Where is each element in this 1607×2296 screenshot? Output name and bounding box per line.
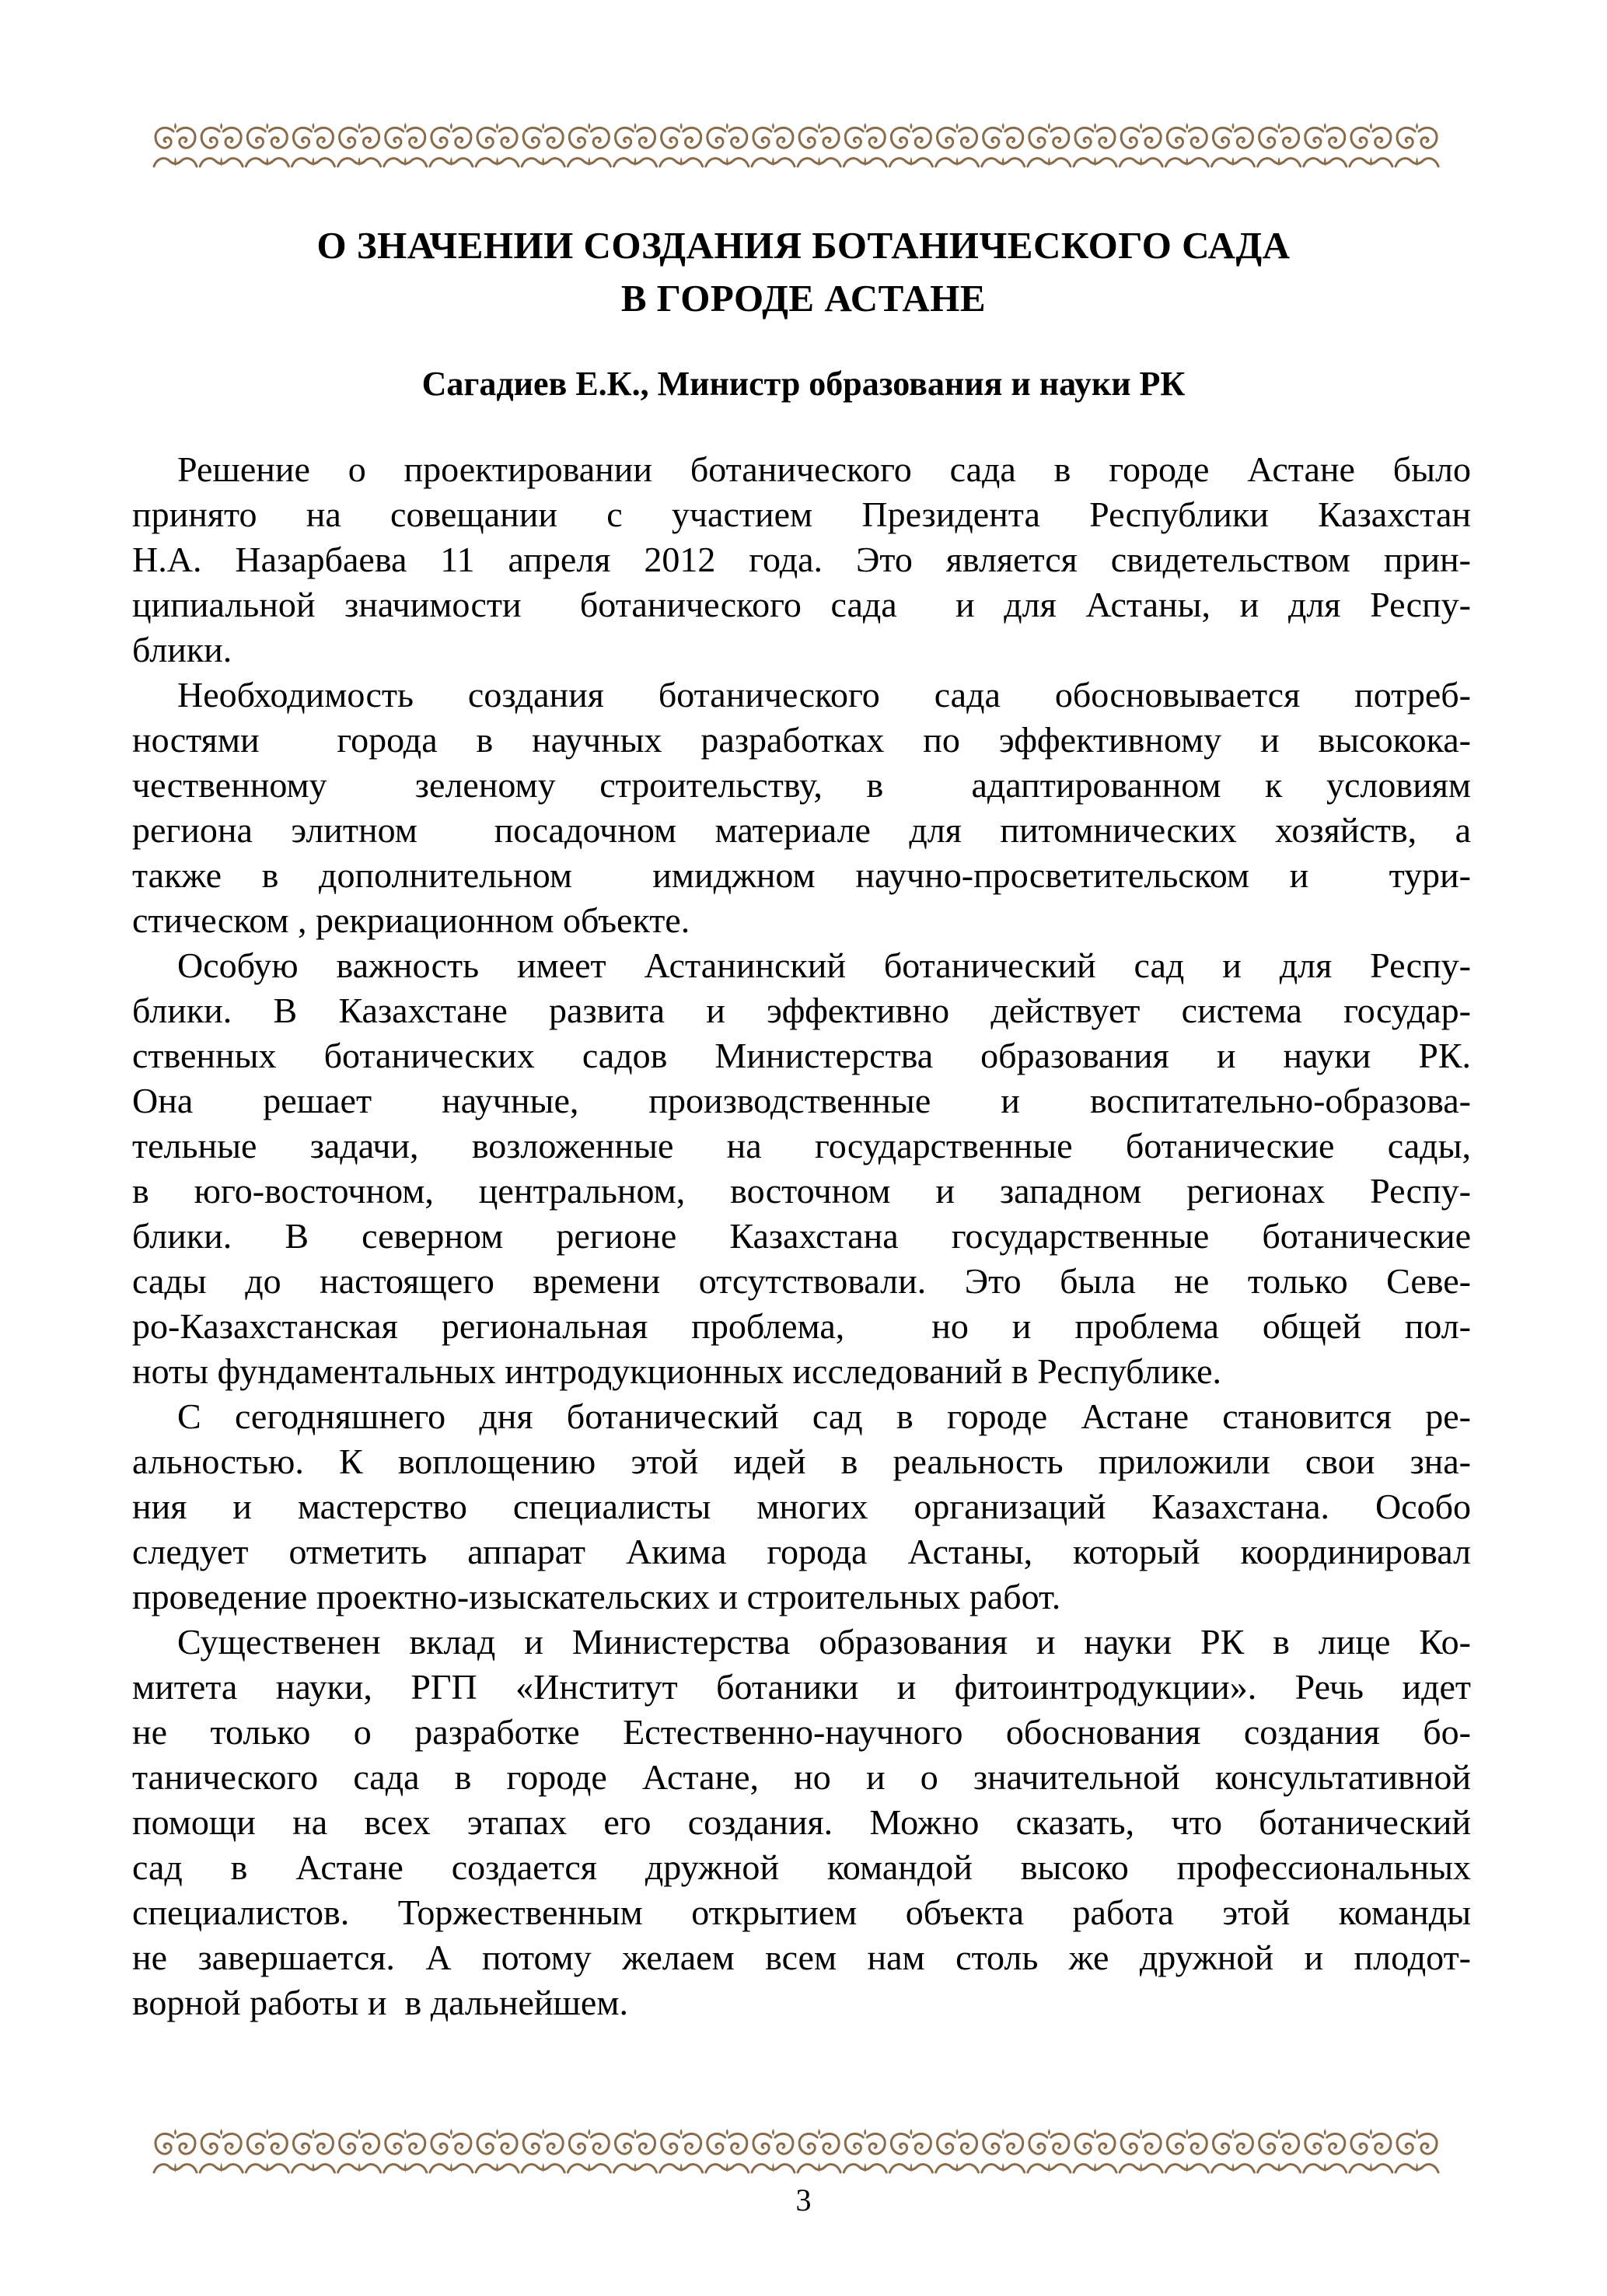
- kazakh-ornament-icon: [936, 2129, 979, 2172]
- kazakh-ornament-icon: [1304, 2129, 1347, 2172]
- text-line: специалистов. Торжественным открытием объекта работа этой команды: [132, 1892, 1471, 1932]
- kazakh-ornament-icon: [752, 123, 795, 166]
- kazakh-ornament-icon: [1120, 2129, 1162, 2172]
- text-line: Н.А. Назарбаева 11 апреля 2012 года. Это является свидетельством прин-: [132, 540, 1471, 579]
- kazakh-ornament-icon: [200, 2129, 243, 2172]
- text-line: чественному зеленому строительству, в адаптированном к условиям: [132, 765, 1471, 805]
- kazakh-ornament-icon: [660, 123, 703, 166]
- kazakh-ornament-icon: [1258, 123, 1301, 166]
- kazakh-ornament-icon: [844, 2129, 886, 2172]
- kazakh-ornament-icon: [889, 123, 932, 166]
- kazakh-ornament-icon: [476, 123, 519, 166]
- article-title-line-2: В ГОРОДЕ АСТАНЕ: [620, 277, 987, 320]
- text-line: сады до настоящего времени отсутствовали. Это была не только Севе-: [132, 1261, 1471, 1301]
- text-line: альностью. К воплощению этой идей в реальность приложили свои зна-: [132, 1442, 1471, 1481]
- text-line: ро-Казахстанская региональная проблема, но и проблема общей пол-: [132, 1306, 1471, 1346]
- article-title: [0, 219, 1607, 325]
- kazakh-ornament-icon: [1211, 2129, 1254, 2172]
- text-line: блики.: [132, 630, 232, 669]
- kazakh-ornament-icon: [982, 123, 1025, 166]
- text-line: региона элитном посадочном материале для питомнических хозяйств, а: [132, 810, 1471, 850]
- article-author: Сагадиев Е.К., Министр образования и науки РК: [421, 365, 1186, 403]
- kazakh-ornament-icon: [1304, 123, 1347, 166]
- text-line: в юго-восточном, центральном, восточном и западном регионах Респу-: [132, 1171, 1471, 1211]
- kazakh-ornament-icon: [660, 2129, 703, 2172]
- article-title-line-1: О ЗНАЧЕНИИ СОЗДАНИЯ БОТАНИЧЕСКОГО САДА: [316, 224, 1291, 267]
- kazakh-ornament-icon: [338, 123, 381, 166]
- kazakh-ornament-icon: [246, 2129, 288, 2172]
- kazakh-ornament-icon: [154, 123, 197, 166]
- kazakh-ornament-icon: [476, 2129, 519, 2172]
- text-line: помощи на всех этапах его создания. Можно сказать, что ботанический: [132, 1802, 1471, 1842]
- top-ornament-border: [152, 122, 1440, 169]
- kazakh-ornament-icon: [1396, 123, 1438, 166]
- kazakh-ornament-icon: [798, 2129, 840, 2172]
- article-body: [132, 447, 1471, 2025]
- text-line: следует отметить аппарат Акима города Астаны, который координировал: [132, 1532, 1471, 1571]
- page-number: 3: [795, 2182, 812, 2217]
- text-line: ственных ботанических садов Министерства образования и науки РК.: [132, 1036, 1471, 1075]
- kazakh-ornament-icon: [568, 123, 610, 166]
- kazakh-ornament-icon: [706, 2129, 749, 2172]
- kazakh-ornament-icon: [798, 123, 840, 166]
- kazakh-ornament-icon: [522, 123, 564, 166]
- text-line: ностями города в научных разработках по эффективному и высокока-: [132, 720, 1471, 760]
- kazakh-ornament-icon: [844, 123, 886, 166]
- kazakh-ornament-icon: [1258, 2129, 1301, 2172]
- text-line: ворной работы и в дальнейшем.: [132, 1983, 628, 2022]
- kazakh-ornament-icon: [338, 2129, 381, 2172]
- kazakh-ornament-icon: [292, 2129, 334, 2172]
- text-line: Необходимость создания ботанического сада обосновывается потреб-: [177, 675, 1471, 715]
- text-line: ноты фундаментальных интродукционных исследований в Республике.: [132, 1351, 1222, 1391]
- text-line: тельные задачи, возложенные на государственные ботанические сады,: [132, 1126, 1471, 1165]
- kazakh-ornament-icon: [384, 2129, 427, 2172]
- kazakh-ornament-icon: [614, 2129, 657, 2172]
- kazakh-ornament-icon: [752, 2129, 795, 2172]
- kazakh-ornament-icon: [246, 123, 288, 166]
- text-line: ния и мастерство специалисты многих организаций Казахстана. Особо: [132, 1487, 1471, 1526]
- kazakh-ornament-icon: [292, 123, 334, 166]
- text-line: танического сада в городе Астане, но и о значительной консультативной: [132, 1757, 1471, 1797]
- kazakh-ornament-icon: [430, 2129, 473, 2172]
- text-line: проведение проектно-изыскательских и строительных работ.: [132, 1577, 1061, 1616]
- text-line: не только о разработке Естественно-научного обоснования создания бо-: [132, 1712, 1471, 1752]
- kazakh-ornament-icon: [200, 123, 243, 166]
- text-line: блики. В северном регионе Казахстана государственные ботанические: [132, 1216, 1471, 1256]
- kazakh-ornament-icon: [154, 2129, 197, 2172]
- kazakh-ornament-icon: [1165, 2129, 1208, 2172]
- kazakh-ornament-icon: [384, 123, 427, 166]
- text-line: Существенен вклад и Министерства образования и науки РК в лице Ко-: [177, 1622, 1471, 1662]
- text-line: ципиальной значимости ботанического сада и для Астаны, и для Респу-: [132, 585, 1471, 624]
- kazakh-ornament-icon: [568, 2129, 610, 2172]
- kazakh-ornament-icon: [889, 2129, 932, 2172]
- text-line: блики. В Казахстане развита и эффективно действует система государ-: [132, 991, 1471, 1030]
- kazakh-ornament-icon: [1028, 2129, 1071, 2172]
- text-line: стическом , рекриационном объекте.: [132, 900, 690, 940]
- kazakh-ornament-icon: [614, 123, 657, 166]
- kazakh-ornament-icon: [1350, 2129, 1392, 2172]
- kazakh-ornament-icon: [936, 123, 979, 166]
- kazakh-ornament-icon: [1074, 123, 1116, 166]
- kazakh-ornament-icon: [1211, 123, 1254, 166]
- kazakh-ornament-icon: [706, 123, 749, 166]
- text-line: Она решает научные, производственные и воспитательно-образова-: [132, 1081, 1471, 1120]
- kazakh-ornament-icon: [1165, 123, 1208, 166]
- text-line: Решение о проектировании ботанического сада в городе Астане было: [177, 449, 1471, 489]
- kazakh-ornament-icon: [1396, 2129, 1438, 2172]
- text-line: не завершается. А потому желаем всем нам столь же дружной и плодот-: [132, 1938, 1471, 1977]
- kazakh-ornament-icon: [430, 123, 473, 166]
- kazakh-ornament-icon: [1074, 2129, 1116, 2172]
- kazakh-ornament-icon: [522, 2129, 564, 2172]
- text-line: принято на совещании с участием Президента Республики Казахстан: [132, 494, 1471, 534]
- kazakh-ornament-icon: [1350, 123, 1392, 166]
- kazakh-ornament-icon: [1028, 123, 1071, 166]
- text-line: также в дополнительном имиджном научно-просветительском и тури-: [132, 855, 1471, 895]
- kazakh-ornament-icon: [982, 2129, 1025, 2172]
- bottom-ornament-border: [152, 2128, 1440, 2175]
- kazakh-ornament-icon: [1120, 123, 1162, 166]
- text-line: С сегодняшнего дня ботанический сад в городе Астане становится ре-: [177, 1396, 1471, 1436]
- text-line: сад в Астане создается дружной командой высоко профессиональных: [132, 1847, 1471, 1887]
- text-line: Особую важность имеет Астанинский ботанический сад и для Респу-: [177, 945, 1471, 985]
- text-line: митета науки, РГП «Институт ботаники и фитоинтродукции». Речь идет: [132, 1667, 1471, 1707]
